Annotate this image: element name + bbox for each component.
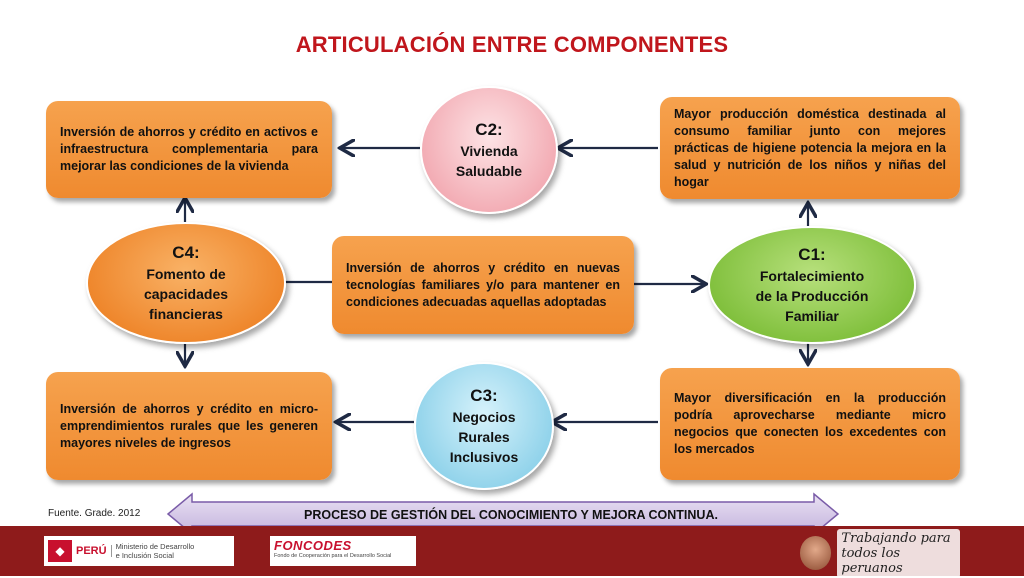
- top-left-box: [46, 101, 332, 198]
- page-title: ARTICULACIÓN ENTRE COMPONENTES: [295, 32, 729, 57]
- c4-code: C4:: [172, 243, 200, 262]
- c4-line-1: Fomento de: [146, 266, 226, 282]
- c1-code: C1:: [798, 245, 826, 264]
- c1-fortalecimiento-produccion: [708, 226, 916, 344]
- foncodes-logo: [270, 536, 416, 566]
- c3-line-3: Inclusivos: [449, 449, 519, 465]
- ministry-line-2: e Inclusión Social: [115, 551, 174, 560]
- source-note: Fuente. Grade. 2012: [48, 508, 141, 519]
- peru-label: PERÚ: [76, 545, 112, 557]
- c1-line-2: de la Producción: [755, 288, 869, 304]
- c1-line-1: Fortalecimiento: [759, 268, 865, 284]
- bottom-right-box: [660, 368, 960, 480]
- avatar: [800, 536, 831, 570]
- slogan-line-2: todos los peruanos: [841, 545, 903, 576]
- slogan-block: [800, 530, 960, 576]
- c2-vivienda-saludable: [420, 86, 558, 214]
- c2-code: C2:: [475, 120, 503, 139]
- peru-shield-icon: ◆: [48, 540, 72, 562]
- c3-code: C3:: [470, 386, 498, 405]
- slogan-line-1: Trabajando para: [841, 530, 951, 546]
- c4-line-3: financieras: [149, 306, 223, 322]
- c3-negocios-rurales: [414, 362, 554, 490]
- center-box: [332, 236, 634, 334]
- c2-line-2: Saludable: [455, 163, 523, 179]
- top-right-box-text: Mayor producción doméstica destinada al consumo familiar junto con mejores prácticas de higiene potencia la mejora en la salud y nutrición de los niños y niñas del hogar: [674, 106, 946, 189]
- ministry-label: [116, 542, 195, 560]
- bottom-left-box: [46, 372, 332, 480]
- c2-line-1: Vivienda: [460, 143, 518, 159]
- c4-line-2: capacidades: [143, 286, 229, 302]
- c3-line-2: Rurales: [458, 429, 510, 445]
- c4-fomento-capacidades: [86, 222, 286, 344]
- midis-logo: [44, 536, 234, 566]
- foncodes-name: FONCODES: [274, 538, 352, 553]
- process-banner-text: PROCESO DE GESTIÓN DEL CONOCIMIENTO Y MEJORA CONTINUA.: [304, 508, 718, 522]
- top-left-box-text: Inversión de ahorros y crédito en activos e infraestructura complementaria para mejorar las condiciones de la vivienda: [60, 125, 318, 173]
- c1-line-3: Familiar: [785, 308, 839, 324]
- top-right-box: [660, 97, 960, 199]
- ministry-line-1: Ministerio de Desarrollo: [115, 542, 195, 551]
- bottom-left-box-text: Inversión de ahorros y crédito en micro-emprendimientos rurales que les generen mayores niveles de ingresos: [60, 401, 318, 450]
- center-box-text: Inversión de ahorros y crédito en nuevas tecnologías familiares y/o para mantener en condiciones adecuadas aquellas adoptadas: [346, 260, 620, 309]
- c3-line-1: Negocios: [452, 409, 516, 425]
- foncodes-subtitle: Fondo de Cooperación para el Desarrollo Social: [274, 553, 392, 559]
- bottom-right-box-text: Mayor diversificación en la producción podría aprovecharse mediante micro negocios que conecten los excedentes con los mercados: [674, 391, 946, 456]
- slogan-text: [837, 529, 960, 578]
